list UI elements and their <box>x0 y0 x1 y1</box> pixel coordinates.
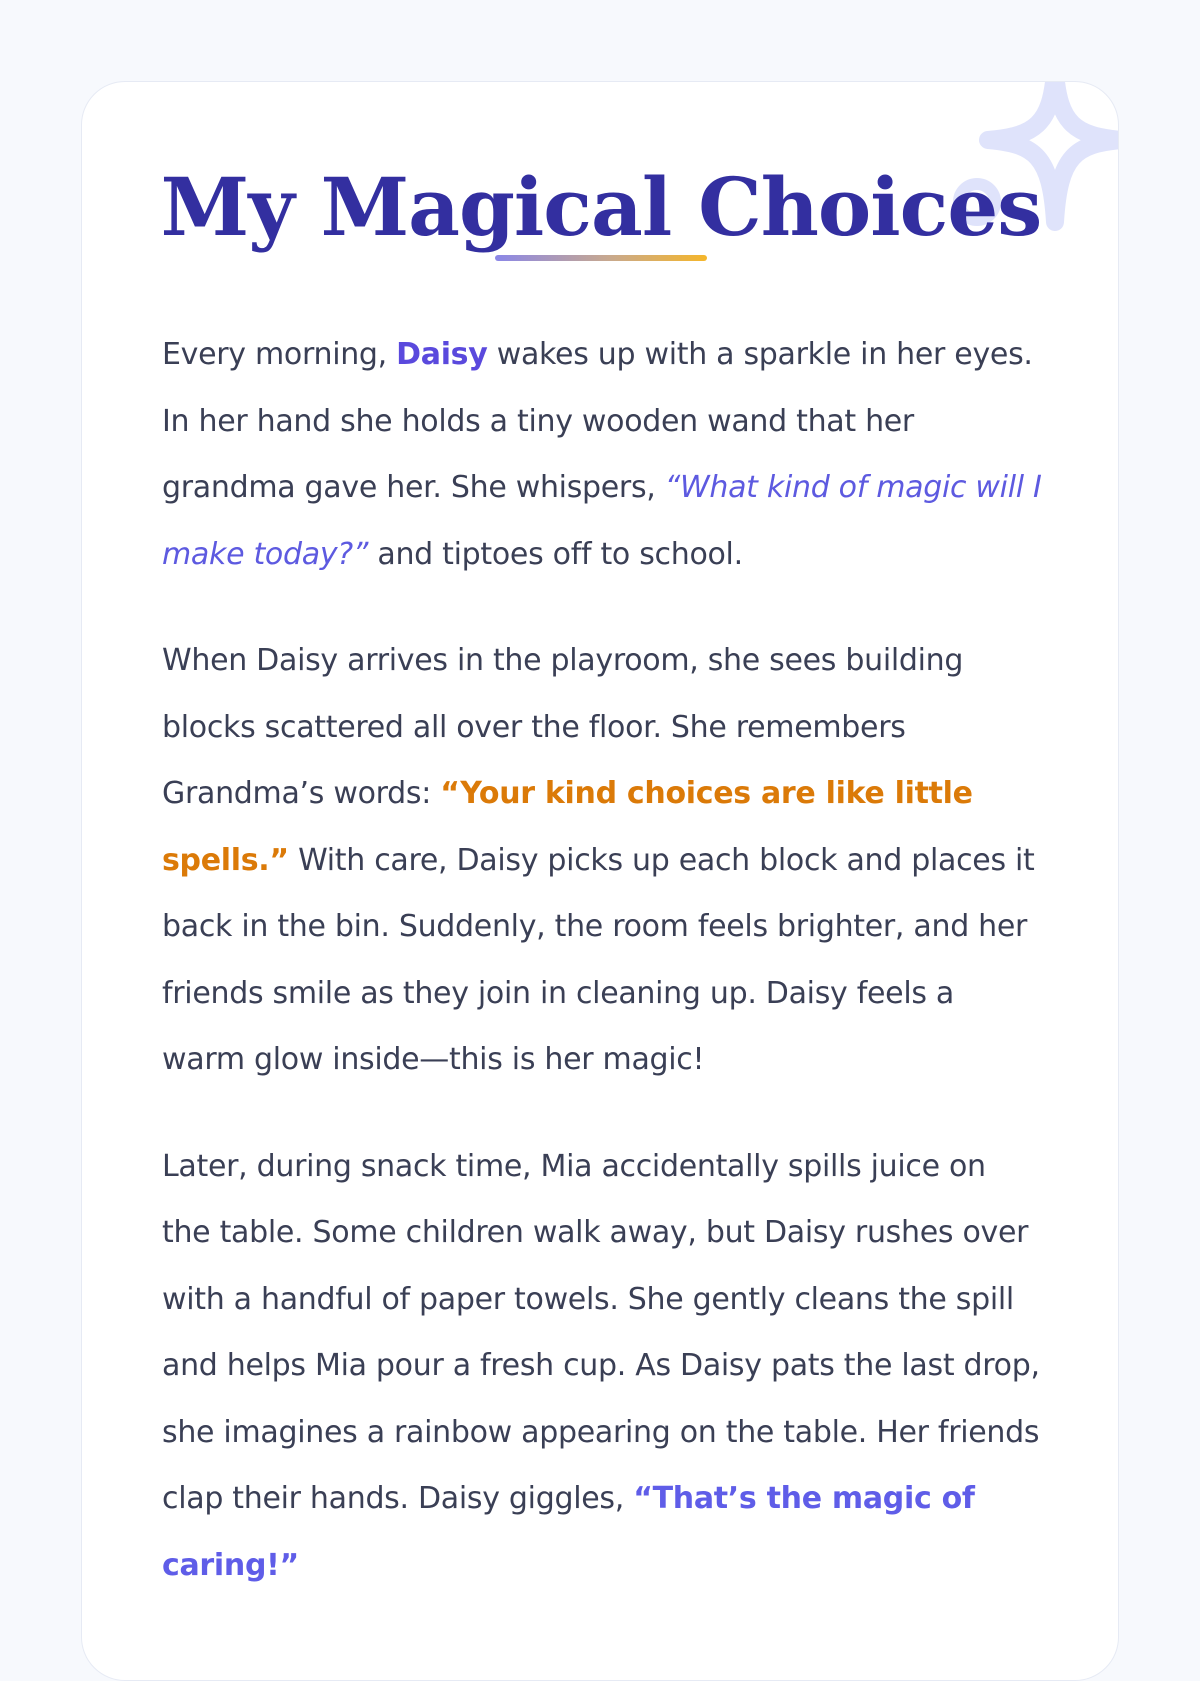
story-body <box>162 322 1042 1639</box>
paragraph-2 <box>162 628 1042 1094</box>
whisper-quote: “What kind of magic will I make today?” <box>162 470 1042 572</box>
story-card <box>81 81 1119 1681</box>
character-name: Daisy <box>396 337 488 372</box>
text-segment: and tiptoes off to school. <box>368 536 743 572</box>
text-segment: Later, during snack time, Mia accidentally spills juice on the table. Some children walk away, but Daisy rushes over with a handful of paper towels. She gently cleans the spill and helps Mia pour a fresh cup. As Daisy pats the last drop, she imagines a rainbow appearing on the table. Her friends clap their hands. Daisy giggles, <box>162 1148 1040 1516</box>
text-segment: Every morning, <box>162 337 397 372</box>
text-segment: When Daisy arrives in the playroom, she sees building blocks scattered all over the floor. She remembers Grandma’s words: <box>162 643 964 811</box>
page-title: My Magical Choices <box>160 160 1042 254</box>
paragraph-3 <box>162 1134 1042 1600</box>
grandma-quote: “Your kind choices are like little spells.” <box>162 776 973 878</box>
title-underline <box>495 255 707 261</box>
caring-quote: “That’s the magic of caring!” <box>162 1481 975 1583</box>
paragraph-1 <box>162 322 1042 588</box>
text-segment: With care, Daisy picks up each block and places it back in the bin. Suddenly, the room feels brighter, and her friends smile as they join in cleaning up. Daisy feels a warm glow inside—this is her magic! <box>162 842 1035 1077</box>
text-segment: wakes up with a sparkle in her eyes. In her hand she holds a tiny wooden wand that her grandma gave her. She whispers, <box>162 337 1033 505</box>
